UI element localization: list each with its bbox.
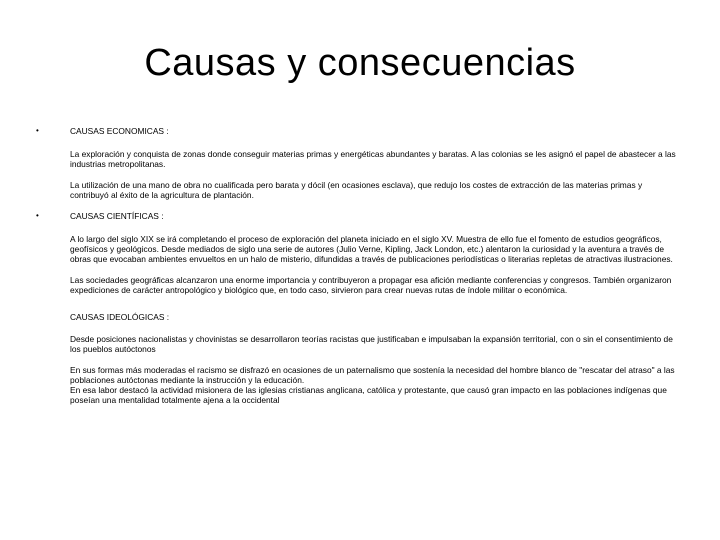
paragraph: La utilización de una mano de obra no cualificada pero barata y dócil (en ocasiones esclava), que redujo los costes de extracción de las materias primas y contribuyó al éxito de la agricultura de plantación. xyxy=(70,180,643,200)
bullet-icon: • xyxy=(36,126,39,135)
slide-body xyxy=(36,126,684,416)
paragraph: Desde posiciones nacionalistas y chovinistas se desarrollaron teorías racistas que justificaban e impulsaban la expansión territorial, con o sin el consentimiento de los pueblos autóctonos xyxy=(70,334,673,354)
bullet-icon: • xyxy=(36,211,39,220)
paragraph-line: En sus formas más moderadas el racismo se disfrazó en ocasiones de un paternalismo que sostenía la necesidad del hombre blanco de "rescatar del atraso" a las poblaciones autóctonas mediante la instrucción y la educación. xyxy=(70,365,675,385)
section-causas-cientificas xyxy=(36,211,684,295)
section-causas-ideologicas xyxy=(36,312,684,405)
section-heading: CAUSAS CIENTÍFICAS : xyxy=(70,211,164,221)
paragraph: A lo largo del siglo XIX se irá completando el proceso de exploración del planeta iniciado en el siglo XV. Muestra de ello fue el fomento de estudios geográficos, geofísicos y geológicos. Desde mediados de siglo una serie de autores (Julio Verne, Kipling, Jack London, etc.) alentaron la curiosidad y la aventura a través de obras que evocaban ambientes envueltos en un halo de misterio, difundidas a través de publicaciones periodísticas o literarias repletas de atractivas ilustraciones. xyxy=(70,234,673,264)
section-heading: CAUSAS IDEOLÓGICAS : xyxy=(70,312,170,322)
section-causas-economicas xyxy=(36,126,684,200)
slide-title: Causas y consecuencias xyxy=(144,42,576,84)
paragraph: La exploración y conquista de zonas donde conseguir materias primas y energéticas abundantes y baratas. A las colonias se les asignó el papel de abastecer a las industrias metropolitanas. xyxy=(70,149,676,169)
paragraph: Las sociedades geográficas alcanzaron una enorme importancia y contribuyeron a propagar esa afición mediante conferencias y congresos. También organizaron expediciones de carácter antropológico y biológico que, en todo caso, sirvieron para crear nuevas rutas de índole militar o económica. xyxy=(70,275,672,295)
section-heading: CAUSAS ECONOMICAS : xyxy=(70,126,169,136)
paragraph-line: En esa labor destacó la actividad misionera de las iglesias cristianas anglicana, católica y protestante, que causó gran impacto en las poblaciones indígenas que poseían una mentalidad totalmente ajena a la occidental xyxy=(70,385,667,405)
paragraph xyxy=(70,365,682,405)
